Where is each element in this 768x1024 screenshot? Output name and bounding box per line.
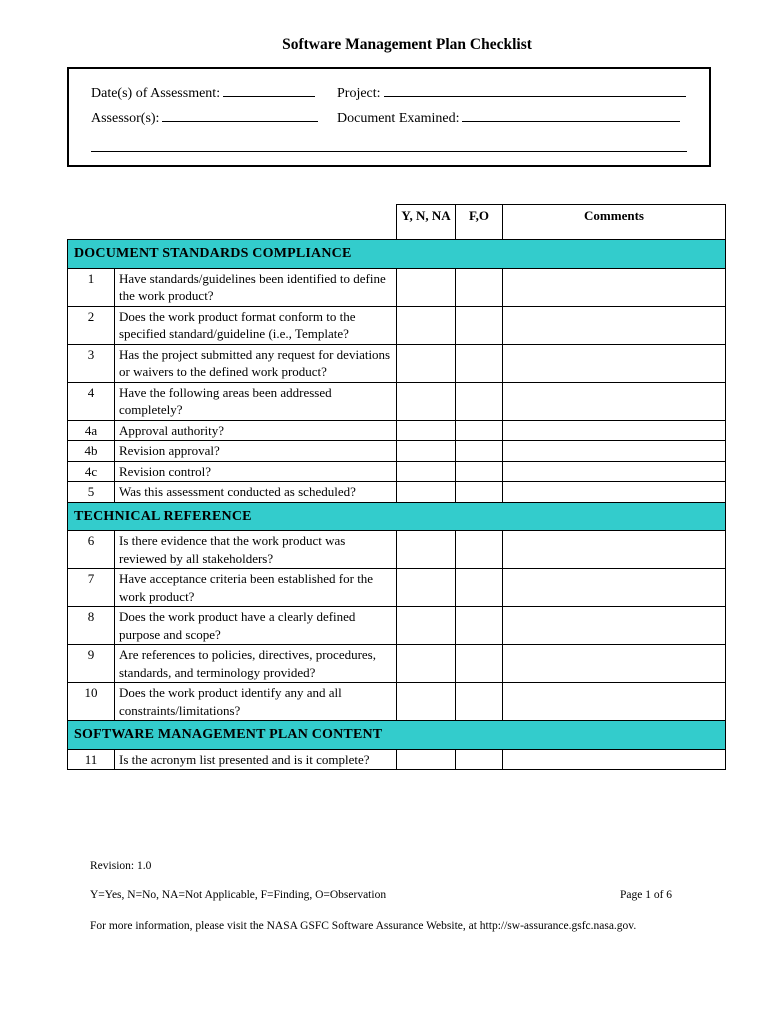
item-question: Does the work product have a clearly defined purpose and scope?: [115, 607, 397, 645]
item-question: Have the following areas been addressed completely?: [115, 382, 397, 420]
ynna-cell[interactable]: [397, 441, 456, 462]
comments-cell[interactable]: [503, 569, 726, 607]
section-title: SOFTWARE MANAGEMENT PLAN CONTENT: [68, 721, 726, 750]
item-question: Is there evidence that the work product was reviewed by all stakeholders?: [115, 531, 397, 569]
document-examined-label: Document Examined:: [337, 111, 460, 126]
fo-cell[interactable]: [456, 306, 503, 344]
ynna-cell[interactable]: [397, 268, 456, 306]
checklist-row: [68, 482, 726, 503]
project-label: Project:: [337, 86, 381, 101]
ynna-cell[interactable]: [397, 306, 456, 344]
item-number: 4a: [68, 420, 115, 441]
assessment-info-box: [67, 67, 711, 167]
comments-cell[interactable]: [503, 420, 726, 441]
item-number: 4c: [68, 461, 115, 482]
fo-cell[interactable]: [456, 645, 503, 683]
fo-cell[interactable]: [456, 461, 503, 482]
checklist-row: [68, 683, 726, 721]
notes-line[interactable]: [91, 151, 687, 152]
item-number: 9: [68, 645, 115, 683]
comments-cell[interactable]: [503, 306, 726, 344]
assessors-field[interactable]: [91, 111, 318, 127]
checklist-row: [68, 420, 726, 441]
ynna-cell[interactable]: [397, 461, 456, 482]
checklist-row: [68, 382, 726, 420]
dates-field[interactable]: [91, 86, 315, 102]
item-number: 2: [68, 306, 115, 344]
ynna-cell[interactable]: [397, 683, 456, 721]
item-number: 1: [68, 268, 115, 306]
comments-cell[interactable]: [503, 268, 726, 306]
item-number: 4b: [68, 441, 115, 462]
checklist-row: [68, 461, 726, 482]
item-number: 10: [68, 683, 115, 721]
col-header-fo: F,O: [456, 205, 503, 240]
fo-cell[interactable]: [456, 420, 503, 441]
ynna-cell[interactable]: [397, 569, 456, 607]
item-question: Revision control?: [115, 461, 397, 482]
assessors-blank[interactable]: [162, 120, 318, 122]
assessors-label: Assessor(s):: [91, 111, 160, 126]
col-header-ynna: Y, N, NA: [397, 205, 456, 240]
fo-cell[interactable]: [456, 344, 503, 382]
comments-cell[interactable]: [503, 344, 726, 382]
comments-cell[interactable]: [503, 645, 726, 683]
item-number: 5: [68, 482, 115, 503]
fo-cell[interactable]: [456, 749, 503, 770]
fo-cell[interactable]: [456, 268, 503, 306]
fo-cell[interactable]: [456, 607, 503, 645]
checklist-row: [68, 607, 726, 645]
item-number: 3: [68, 344, 115, 382]
dates-blank[interactable]: [223, 95, 315, 97]
dates-label: Date(s) of Assessment:: [91, 86, 221, 101]
comments-cell[interactable]: [503, 461, 726, 482]
checklist-row: [68, 569, 726, 607]
ynna-cell[interactable]: [397, 749, 456, 770]
item-question: Have acceptance criteria been established for the work product?: [115, 569, 397, 607]
ynna-cell[interactable]: [397, 344, 456, 382]
fo-cell[interactable]: [456, 382, 503, 420]
ynna-cell[interactable]: [397, 482, 456, 503]
checklist-row: [68, 344, 726, 382]
ynna-cell[interactable]: [397, 420, 456, 441]
item-number: 7: [68, 569, 115, 607]
fo-cell[interactable]: [456, 482, 503, 503]
comments-cell[interactable]: [503, 607, 726, 645]
item-number: 6: [68, 531, 115, 569]
document-title: Software Management Plan Checklist: [282, 36, 532, 53]
item-question: Approval authority?: [115, 420, 397, 441]
item-question: Has the project submitted any request for deviations or waivers to the defined work product?: [115, 344, 397, 382]
checklist-row: [68, 645, 726, 683]
document-examined-blank[interactable]: [462, 120, 680, 122]
item-number: 11: [68, 749, 115, 770]
comments-cell[interactable]: [503, 749, 726, 770]
checklist-row: [68, 531, 726, 569]
comments-cell[interactable]: [503, 482, 726, 503]
item-question: Revision approval?: [115, 441, 397, 462]
page-number: Page 1 of 6: [620, 889, 673, 901]
comments-cell[interactable]: [503, 382, 726, 420]
legend-text: Y=Yes, N=No, NA=Not Applicable, F=Finding, O=Observation: [90, 889, 387, 901]
item-number: 4: [68, 382, 115, 420]
section-header-row: [68, 240, 726, 269]
header-blank: [68, 205, 397, 240]
fo-cell[interactable]: [456, 441, 503, 462]
ynna-cell[interactable]: [397, 645, 456, 683]
fo-cell[interactable]: [456, 531, 503, 569]
section-header-row: [68, 502, 726, 531]
document-examined-field[interactable]: [337, 111, 680, 127]
checklist-row: [68, 268, 726, 306]
checklist-row: [68, 749, 726, 770]
project-blank[interactable]: [384, 95, 686, 97]
fo-cell[interactable]: [456, 683, 503, 721]
item-question: Was this assessment conducted as scheduled?: [115, 482, 397, 503]
fo-cell[interactable]: [456, 569, 503, 607]
revision-text: Revision: 1.0: [90, 860, 152, 872]
comments-cell[interactable]: [503, 441, 726, 462]
section-title: DOCUMENT STANDARDS COMPLIANCE: [68, 240, 726, 269]
ynna-cell[interactable]: [397, 607, 456, 645]
column-header-row: [68, 205, 726, 240]
ynna-cell[interactable]: [397, 382, 456, 420]
col-header-comments: Comments: [503, 205, 726, 240]
project-field[interactable]: [337, 86, 686, 102]
item-question: Are references to policies, directives, procedures, standards, and terminology provided?: [115, 645, 397, 683]
comments-cell[interactable]: [503, 531, 726, 569]
item-question: Does the work product format conform to the specified standard/guideline (i.e., Template?: [115, 306, 397, 344]
comments-cell[interactable]: [503, 683, 726, 721]
checklist-row: [68, 441, 726, 462]
section-title: TECHNICAL REFERENCE: [68, 502, 726, 531]
checklist-table: [67, 204, 726, 770]
item-question: Does the work product identify any and all constraints/limitations?: [115, 683, 397, 721]
item-question: Is the acronym list presented and is it complete?: [115, 749, 397, 770]
item-question: Have standards/guidelines been identified to define the work product?: [115, 268, 397, 306]
item-number: 8: [68, 607, 115, 645]
info-text: For more information, please visit the NASA GSFC Software Assurance Website, at http://sw-assurance.gsfc.nasa.gov.: [90, 920, 637, 932]
section-header-row: [68, 721, 726, 750]
ynna-cell[interactable]: [397, 531, 456, 569]
checklist-row: [68, 306, 726, 344]
